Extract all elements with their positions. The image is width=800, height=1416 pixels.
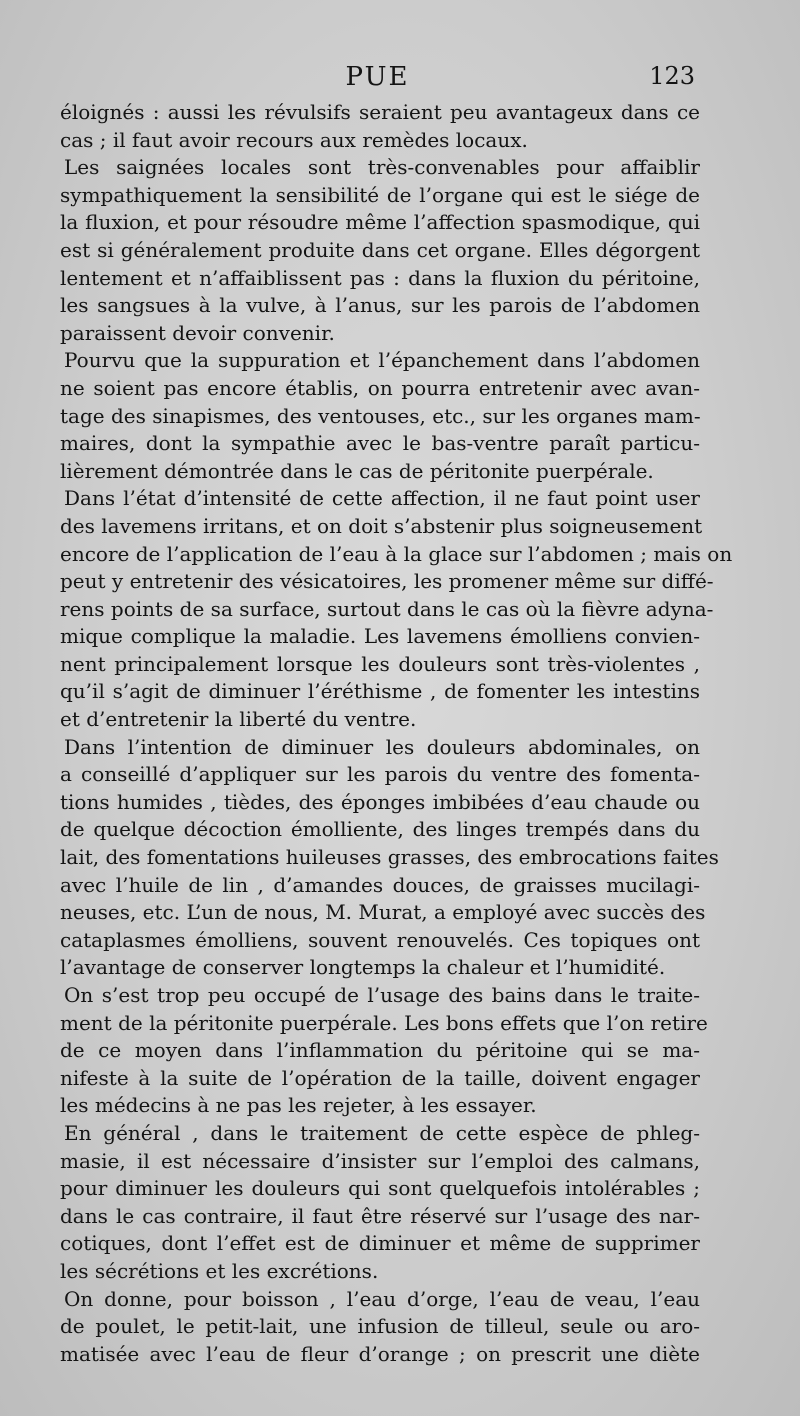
- text-line: cas ; il faut avoir recours aux remèdes locaux.: [60, 127, 528, 152]
- text-line: rens points de sa surface, surtout dans le cas où la fièvre adyna-: [60, 596, 714, 621]
- text-line: a conseillé d’appliquer sur les parois du ventre des fomenta-: [60, 762, 700, 787]
- text-line: qu’il s’agit de diminuer l’éréthisme , de fomenter les intestins: [60, 679, 700, 704]
- text-line: masie, il est nécessaire d’insister sur l’emploi des calmans,: [60, 1148, 700, 1173]
- text-line: tions humides , tièdes, des éponges imbibées d’eau chaude ou: [60, 789, 700, 814]
- text-line: de poulet, le petit-lait, une infusion de tilleul, seule ou aro-: [60, 1314, 700, 1339]
- text-line: des lavemens irritans, et on doit s’abstenir plus soigneusement: [60, 513, 703, 538]
- text-line: Dans l’intention de diminuer les douleurs abdominales, on: [64, 734, 700, 759]
- text-line: lièrement démontrée dans le cas de péritonite puerpérale.: [60, 458, 654, 483]
- text-line: les sangsues à la vulve, à l’anus, sur les parois de l’abdomen: [60, 293, 700, 318]
- text-line: pour diminuer les douleurs qui sont quelquefois intolérables ;: [60, 1176, 700, 1201]
- text-line: paraissent devoir convenir.: [60, 320, 335, 345]
- text-line: peut y entretenir des vésicatoires, les promener même sur diffé-: [60, 569, 714, 594]
- text-line: maires, dont la sympathie avec le bas-ventre paraît particu-: [60, 431, 700, 456]
- text-line: est si généralement produite dans cet organe. Elles dégorgent: [60, 237, 700, 262]
- text-line: les sécrétions et les excrétions.: [60, 1258, 379, 1283]
- text-line: encore de l’application de l’eau à la glace sur l’abdomen ; mais on: [60, 541, 733, 566]
- text-line: de ce moyen dans l’inflammation du péritoine qui se ma-: [60, 1038, 700, 1063]
- text-line: cataplasmes émolliens, souvent renouvelés. Ces topiques ont: [60, 927, 700, 952]
- text-line: la fluxion, et pour résoudre même l’affection spasmodique, qui: [60, 210, 700, 235]
- text-line: et d’entretenir la liberté du ventre.: [60, 707, 417, 732]
- text-line: On donne, pour boisson , l’eau d’orge, l’eau de veau, l’eau: [64, 1286, 700, 1311]
- text-line: mique complique la maladie. Les lavemens émolliens convien-: [60, 624, 700, 649]
- body-text: [60, 99, 733, 1366]
- text-line: On s’est trop peu occupé de l’usage des bains dans le traite-: [64, 983, 700, 1007]
- text-line: l’avantage de conserver longtemps la chaleur et l’humidité.: [60, 955, 666, 980]
- text-line: dans le cas contraire, il faut être réservé sur l’usage des nar-: [60, 1203, 700, 1228]
- running-title: PUE: [345, 62, 410, 92]
- text-line: Pourvu que la suppuration et l’épanchement dans l’abdomen: [64, 348, 700, 373]
- running-head: [60, 62, 695, 96]
- text-line: Dans l’état d’intensité de cette affection, il ne faut point user: [64, 486, 700, 511]
- text-line: les médecins à ne pas les rejeter, à les essayer.: [60, 1093, 537, 1118]
- text-line: cotiques, dont l’effet est de diminuer et même de supprimer: [60, 1231, 700, 1256]
- page-number: 123: [649, 62, 695, 90]
- text-line: neuses, etc. L’un de nous, M. Murat, a employé avec succès des: [60, 900, 706, 925]
- text-line: tage des sinapismes, des ventouses, etc., sur les organes mam-: [60, 403, 701, 428]
- text-line: nifeste à la suite de l’opération de la taille, doivent engager: [60, 1065, 700, 1090]
- text-line: En général , dans le traitement de cette espèce de phleg-: [64, 1120, 700, 1145]
- text-line: matisée avec l’eau de fleur d’orange ; on prescrit une diète: [60, 1341, 700, 1366]
- text-line: lait, des fomentations huileuses grasses, des embrocations faites: [60, 845, 719, 870]
- text-line: avec l’huile de lin , d’amandes douces, de graisses mucilagi-: [60, 872, 700, 897]
- text-line: Les saignées locales sont très-convenables pour affaiblir: [64, 155, 700, 180]
- text-line: ne soient pas encore établis, on pourra entretenir avec avan-: [60, 375, 700, 400]
- text-line: sympathiquement la sensibilité de l’organe qui est le siége de: [60, 182, 700, 207]
- text-line: lentement et n’affaiblissent pas : dans la fluxion du péritoine,: [60, 265, 700, 290]
- text-line: nent principalement lorsque les douleurs sont très-violentes ,: [60, 651, 700, 676]
- text-line: éloignés : aussi les révulsifs seraient peu avantageux dans ce: [60, 100, 700, 124]
- text-line: de quelque décoction émolliente, des linges trempés dans du: [60, 817, 700, 842]
- text-line: ment de la péritonite puerpérale. Les bons effets que l’on retire: [60, 1010, 708, 1035]
